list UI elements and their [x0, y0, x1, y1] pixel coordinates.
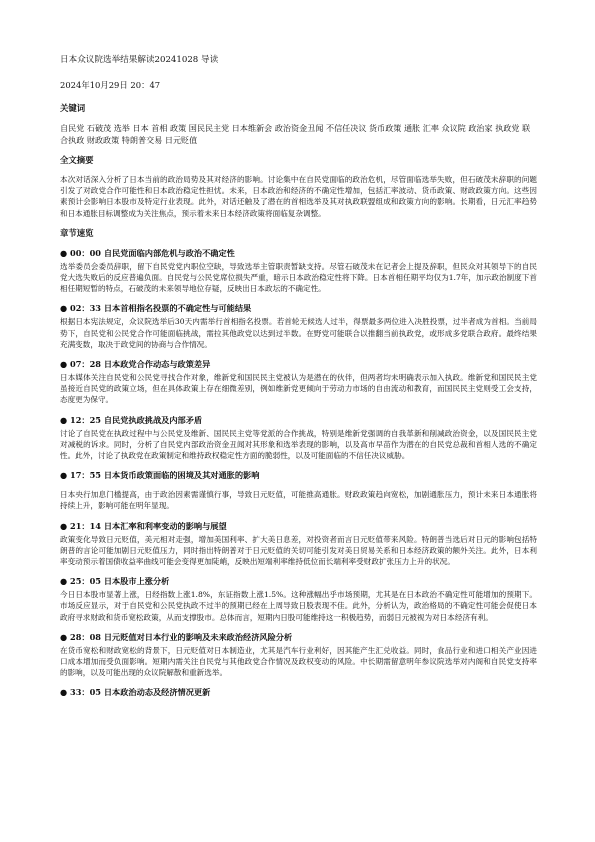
chapter-title: ● 02：33 日本首相指名投票的不确定性与可能结果	[60, 303, 252, 314]
chapter-text: 今日日本股市显著上涨，日经指数上涨1.8%，东证指数上涨1.5%。这种涨幅出乎市场预期，尤其是在日本政治不确定性可能增加的预期下。市场反应显示，对于自民党和公民党执政不过半的预期已经在上周导致日股表现不佳。此外，分析认为，政治格局的不确定性可能会促使日本政府寻求财政和货币宽松政策，从而支撑股市。总体而言，短期内日股可能维持这一积极趋势，而弱日元被视为对日本经济有利。	[60, 590, 537, 622]
summary-text: 本次对话深入分析了日本当前的政治局势及其对经济的影响。讨论集中在自民党面临的政治危机，尽管面临选举失败，但石破茂未辞职的问题引发了对政党合作可能性和日本政治稳定性担忧。未来，日本政治和经济的不确定性增加，包括汇率波动、货币政策、财政政策方向。这些因素预计会影响日本股市及特定行业表现。此外，对话还触及了潜在的首相选举及其对执政联盟组成和政策方向的影响。长期看，日元汇率趋势和日本通胀目标调整成为关注焦点，预示着未来日本经济政策将面临复杂调整。	[60, 175, 537, 218]
chapter-title: ● 00：00 自民党面临内部危机与政治不确定性	[60, 247, 235, 258]
chapter-section	[60, 247, 537, 295]
chapter-title: ● 21：14 日本汇率和利率变动的影响与展望	[60, 520, 227, 531]
chapter-section	[60, 631, 537, 679]
chapter-section	[60, 520, 537, 568]
keywords-text: 自民党 石破茂 选举 日本 首相 政策 国民民主党 日本维新会 政治资金丑闻 不信任决议 货币政策 通胀 汇率 众议院 政治家 执政党 联合执政 财政政策 特朗普交易 日元贬值	[60, 123, 531, 145]
chapter-text: 日本央行加息门槛提高，由于政治因素需谨慎行事，导致日元贬值，可能推高通胀。财政政策趋向宽松，加剧通胀压力，预计未来日本通胀将持续上升，影响可能在明年显现。	[60, 490, 537, 511]
chapter-section	[60, 575, 537, 623]
chapter-text: 在货币宽松和财政宽松的背景下，日元贬值对日本制造业，尤其是汽车行业利好，因其能产生汇兑收益。同时，食品行业和进口相关产业因进口成本增加而受负面影响。短期内需关注自民党与其他政党合作情况及政权变动的风险。中长期需留意明年参议院选举对内阁和自民党支持率的影响，以及可能出现的众议院解散和重新选举。	[60, 645, 537, 678]
chapter-section	[60, 686, 537, 698]
chapter-section	[60, 414, 537, 462]
keywords-label: 关键词	[60, 103, 86, 113]
chapter-text: 选举委员会委员辞职，留下自民党党内职位空缺，导致选举主管职责暂缺支持。尽管石破茂未在记者会上提及辞职，但民众对其领导下的自民党大选失败后的反应普遍负面。自民党与公民党席位损失严重，暗示日本政治稳定性将下降。日本首相任期平均仅为1.7年，加示政治制度下首相任期短暂的特点，石破茂的未来领导地位存疑，反映出日本政坛的不确定性。	[60, 261, 537, 294]
chapter-title: ● 28：08 日元贬值对日本行业的影响及未来政治经济风险分析	[60, 631, 293, 642]
chapter-text: 政策变化导致日元贬值，美元相对走强，增加美国利率、扩大美日息差，对投资者而言日元贬值带来风险。特朗普当选后对日元的影响包括特朗普的言论可能加剧日元贬值压力，同时指出特朗普对于日元贬值的关切可能引发对美日贸易关系和日本经济政策的额外关注。此外，日本利率变动预示着国债收益率曲线可能会变得更加陡峭，反映出短端利率维持低位而长端利率受财政扩张压力上升的状况。	[60, 534, 537, 567]
chapter-title: ● 25：05 日本股市上涨分析	[60, 576, 170, 587]
chapter-text: 根据日本宪法规定，众议院选举后30天内需举行首相指名投票。若首轮无候选人过半，得票最多两位进入决胜投票，过半者成为首相。当前局势下，自民党和公民党合作可能面临挑战，需拉其他政党以达到过半数。在野党可能联合以推翻当前执政党，或形成多党联合政府。最终结果充满变数，取决于政党间的协商与合作情况。	[60, 317, 537, 349]
chapters-label: 章节速览	[60, 227, 94, 238]
chapter-title: ● 17：55 日本货币政策面临的困境及其对通胀的影响	[60, 470, 260, 481]
chapter-section	[60, 358, 537, 406]
chapter-title: ● 12：25 自民党执政挑战及内部矛盾	[60, 414, 203, 425]
chapter-text: 讨论了自民党在执政过程中与公民党及维新、国民民主党等党派的合作挑战，特别是维新党强调的自我革新和削减政治资金，以及国民民主党对减税的诉求。同时，分析了自民党内部政治资金丑闻对其形象和选举表现的影响，以及高市早苗作为潜在的自民党总裁和首相人选的不确定性。此外，讨论了执政党在政策制定和维持政权稳定性方面的脆弱性，以及可能面临的不信任决议威胁。	[60, 428, 537, 461]
chapter-section	[60, 469, 537, 511]
chapter-title: ● 33：05 日本政治动态及经济情况更新	[60, 687, 211, 698]
chapter-title: ● 07：28 日本政党合作动态与政策差异	[60, 359, 211, 370]
summary-label: 全文摘要	[60, 155, 94, 165]
document-date: 2024年10月29日 20：47	[60, 80, 161, 90]
chapter-section	[60, 302, 537, 350]
chapter-text: 日本媒体关注自民党和公民党寻找合作对象，维新党和国民民主党被认为是潜在的伙伴，但两者均未明确表示加入执政。维新党和国民民主党虽接近自民党的政策立场，但在具体政策上存在细微差别，例如维新党更倾向于劳动力市场的自由流动和教育，而国民民主党则受工会支持，态度更为保守。	[60, 373, 537, 405]
document-title: 日本众议院选举结果解读20241028 导读	[60, 55, 219, 65]
